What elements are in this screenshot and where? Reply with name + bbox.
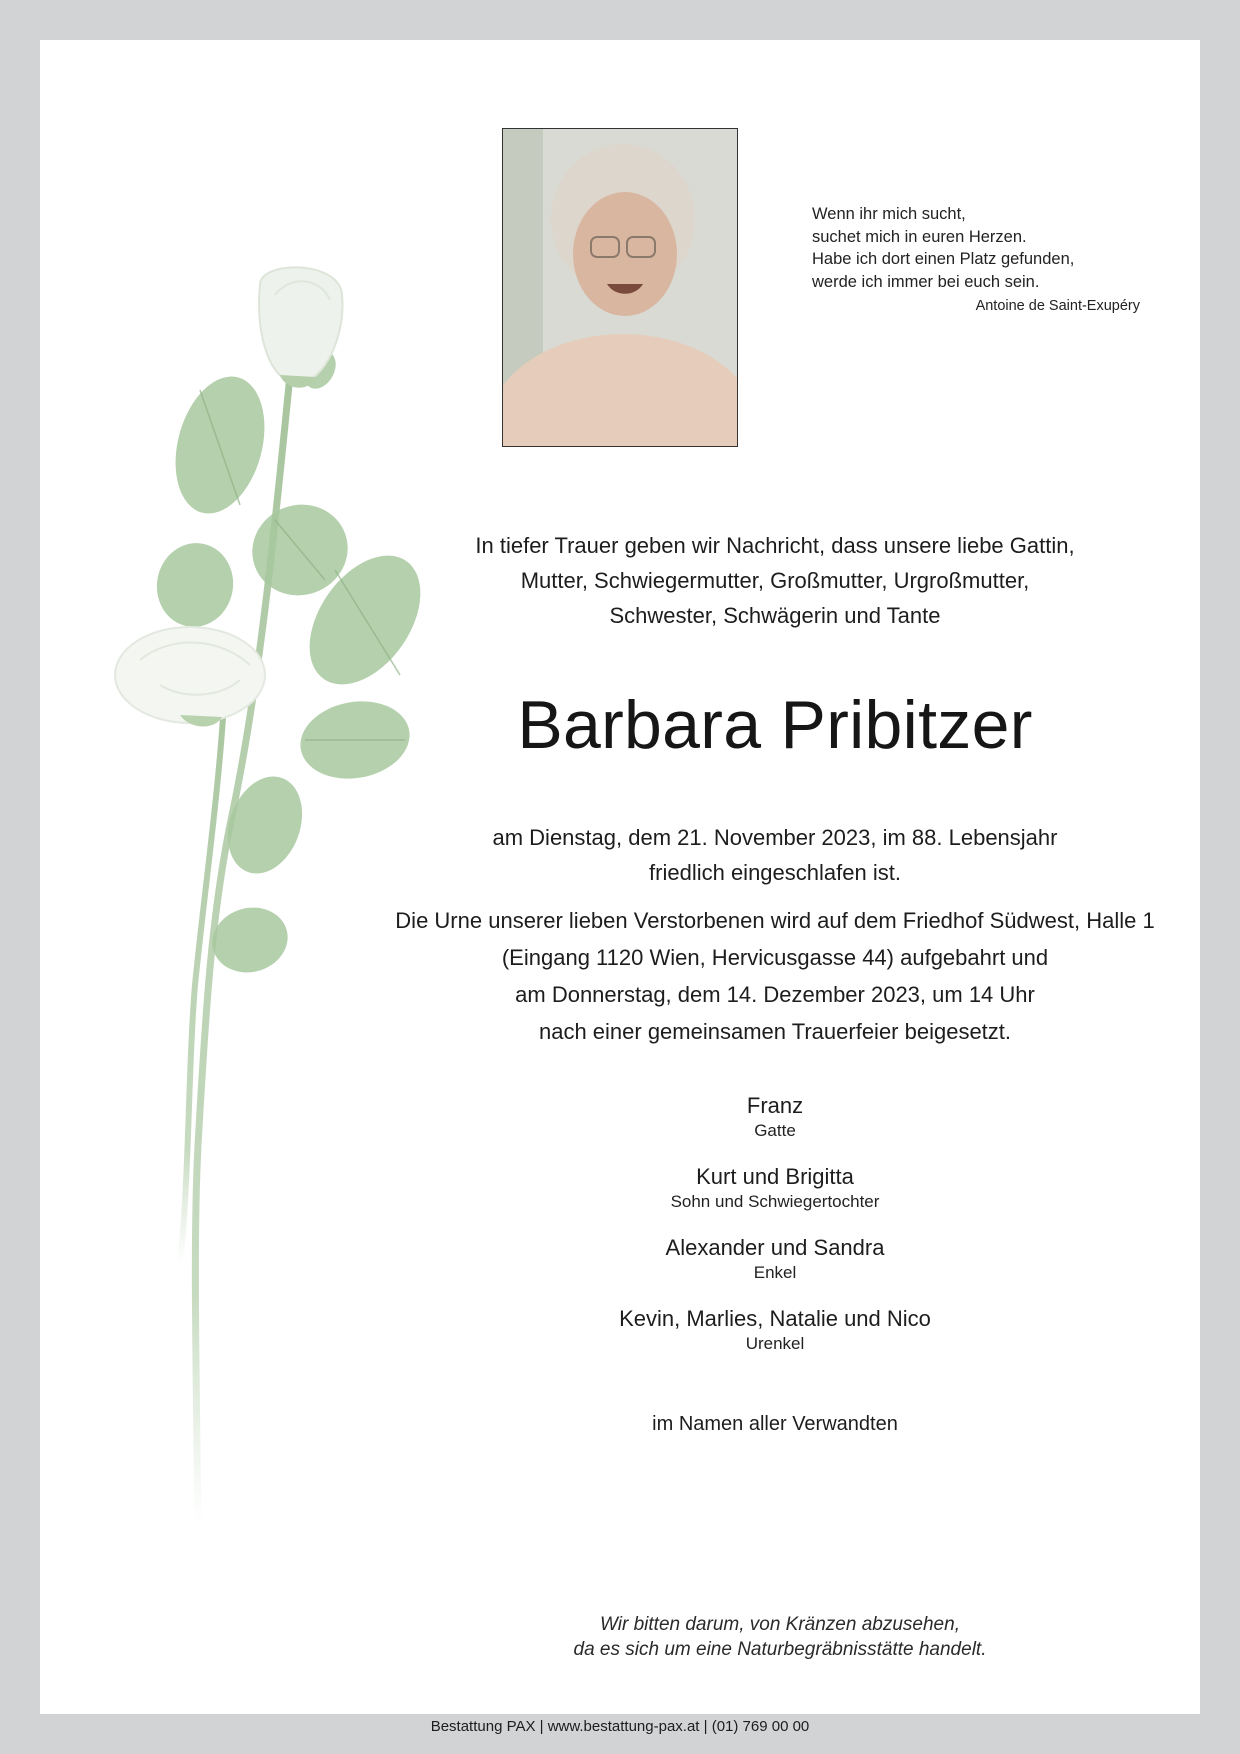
mourner-entry <box>370 1234 1180 1284</box>
quote-line: Habe ich dort einen Platz gefunden, <box>812 250 1075 268</box>
mourner-name: Kurt und Brigitta <box>696 1164 854 1189</box>
portrait-figure <box>503 129 737 446</box>
mourner-relation: Sohn und Schwiegertochter <box>670 1192 880 1211</box>
mourner-name: Kevin, Marlies, Natalie und Nico <box>619 1306 931 1331</box>
note-line: Wir bitten darum, von Kränzen abzusehen, <box>600 1614 960 1635</box>
portrait-photo <box>502 128 738 447</box>
quote-line: werde ich immer bei euch sein. <box>812 272 1040 291</box>
burial-line: (Eingang 1120 Wien, Hervicusgasse 44) aufgebahrt und <box>501 945 1049 970</box>
mourner-entry <box>370 1092 1180 1142</box>
mourner-name: Franz <box>746 1093 804 1118</box>
funeral-home-footer: Bestattung PAX | www.bestattung-pax.at | (01) 769 00 00 <box>430 1718 810 1735</box>
death-line: am Dienstag, dem 21. November 2023, im 88. Lebensjahr <box>492 825 1058 850</box>
on-behalf-text: im Namen aller Verwandten <box>652 1413 898 1435</box>
burial-line: nach einer gemeinsamen Trauerfeier beigesetzt. <box>538 1019 1012 1044</box>
quote-author: Antoine de Saint-Exupéry <box>975 298 1140 314</box>
death-line: friedlich eingeschlafen ist. <box>649 860 901 885</box>
mourner-relation: Urenkel <box>745 1334 805 1353</box>
mourner-relation: Enkel <box>753 1263 797 1282</box>
quote-line: Wenn ihr mich sucht, <box>812 205 966 223</box>
death-notice <box>370 820 1180 890</box>
obituary-card <box>40 40 1200 1735</box>
mourner-entry <box>370 1305 1180 1355</box>
note-line: da es sich um eine Naturbegräbnisstätte handelt. <box>573 1639 987 1660</box>
burial-details <box>370 902 1180 1050</box>
burial-line: Die Urne unserer lieben Verstorbenen wird auf dem Friedhof Südwest, Halle 1 <box>395 908 1155 933</box>
mourner-entry <box>370 1163 1180 1213</box>
announcement-intro <box>370 528 1180 633</box>
intro-line: Schwester, Schwägerin und Tante <box>609 603 941 628</box>
deceased-name: Barbara Pribitzer <box>517 687 1033 763</box>
mourner-name: Alexander und Sandra <box>665 1235 885 1260</box>
wreath-note <box>370 1612 1190 1662</box>
quote-line: suchet mich in euren Herzen. <box>812 227 1027 246</box>
intro-line: In tiefer Trauer geben wir Nachricht, dass unsere liebe Gattin, <box>475 533 1075 558</box>
intro-line: Mutter, Schwiegermutter, Großmutter, Urgroßmutter, <box>520 568 1030 593</box>
memorial-quote <box>812 203 1142 318</box>
mourner-relation: Gatte <box>754 1121 796 1140</box>
burial-line: am Donnerstag, dem 14. Dezember 2023, um 14 Uhr <box>515 982 1035 1007</box>
